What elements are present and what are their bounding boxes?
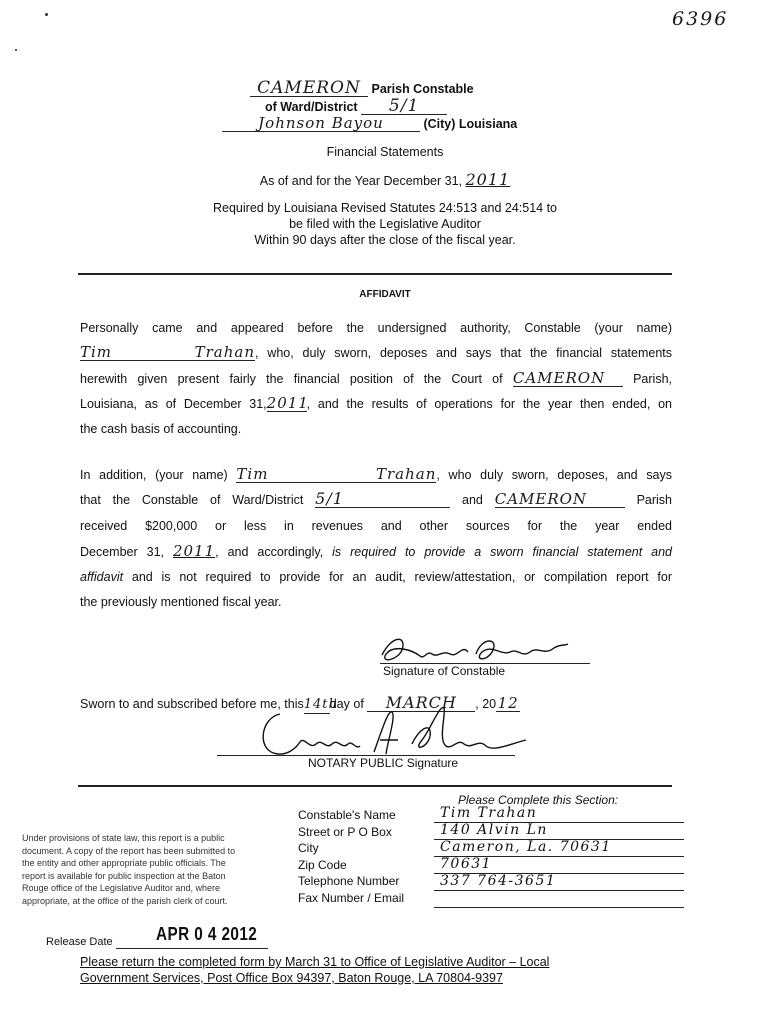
label-constable-name: Constable's Name bbox=[298, 808, 396, 822]
p2-line-5 bbox=[80, 565, 672, 590]
p2-line-2 bbox=[80, 488, 672, 513]
p2-text-g: , and accordingly, bbox=[215, 544, 324, 559]
p1-line-3 bbox=[80, 367, 672, 392]
p2-text-i: affidavit bbox=[80, 570, 124, 585]
statute-line-2: be filed with the Legislative Auditor bbox=[289, 217, 481, 231]
contact-section-title: Please Complete this Section: bbox=[458, 793, 619, 807]
release-date-label: Release Date bbox=[46, 936, 113, 948]
p2-line-3: received $200,000 or less in revenues and other sources for the year ended bbox=[80, 518, 672, 533]
label-zip: Zip Code bbox=[298, 857, 347, 872]
header-divider bbox=[78, 273, 672, 275]
p2-text-h: is required to provide a sworn financial statement and bbox=[332, 544, 673, 559]
p2-text-and: and bbox=[462, 493, 483, 508]
p1-year-field: 2011 bbox=[266, 393, 309, 412]
p2-ward-field: 5/1 bbox=[315, 491, 450, 508]
p1-line-2 bbox=[80, 341, 672, 366]
p2-constable-name: Tim Trahan bbox=[236, 465, 437, 483]
stamp-line: document. A copy of the report has been submitted to bbox=[22, 845, 236, 856]
p2-text-c: that the Constable of Ward/District bbox=[80, 493, 304, 508]
p2-line-1 bbox=[80, 463, 672, 488]
p1-text-d: Parish, bbox=[633, 371, 672, 386]
label-telephone: Telephone Number bbox=[298, 874, 400, 888]
city-field: Johnson Bayou bbox=[222, 115, 420, 132]
notary-signature-label: NOTARY PUBLIC Signature bbox=[308, 756, 459, 770]
scan-speck bbox=[15, 49, 17, 51]
sworn-text-a: Sworn to and subscribed before me, this bbox=[80, 697, 304, 711]
footer-line-2: Government Services, Post Office Box 94397, Baton Rouge, LA 70804-9397 bbox=[80, 971, 503, 985]
p2-text-b: , who duly sworn, deposes, and says bbox=[436, 468, 673, 482]
notary-signature bbox=[252, 700, 532, 760]
label-city: City bbox=[298, 841, 319, 855]
p1-text-b: , who, duly sworn, deposes and says that the financial statements bbox=[255, 346, 672, 361]
stamp-line: the entity and other appropriate public officials. The bbox=[22, 858, 226, 868]
sworn-text-c: , 20 bbox=[475, 697, 497, 711]
p1-constable-name: Tim Trahan bbox=[80, 343, 255, 362]
public-record-stamp bbox=[22, 832, 294, 907]
p1-line-5: the cash basis of accounting. bbox=[80, 422, 242, 437]
stamp-line: Rouge office of the Legislative Auditor and, where bbox=[22, 883, 220, 893]
contact-labels bbox=[298, 807, 404, 906]
sworn-month-field: MARCH bbox=[367, 695, 475, 712]
p2-year-field: 2011 bbox=[172, 541, 216, 560]
value-street: 140 Alvin Ln bbox=[434, 823, 684, 840]
footer-instructions bbox=[80, 954, 549, 986]
p2-text-d: Parish bbox=[636, 493, 672, 508]
release-date-line bbox=[116, 948, 268, 949]
parish-header-line bbox=[250, 80, 550, 97]
p2-text-f: December 31, bbox=[80, 544, 164, 559]
section-divider bbox=[78, 785, 672, 787]
label-fax-email: Fax Number / Email bbox=[298, 890, 405, 905]
value-telephone: 337 764-3651 bbox=[434, 874, 684, 891]
p2-text-a: In addition, (your name) bbox=[80, 468, 228, 482]
footer-line-1: Please return the completed form by March 31 to Office of Legislative Auditor – Local bbox=[80, 955, 550, 969]
stamp-line: Under provisions of state law, this report is a public bbox=[22, 833, 225, 843]
p2-parish-field: CAMERON bbox=[495, 491, 625, 508]
p1-text-f: , and the results of operations for the year then ended, on bbox=[306, 396, 672, 411]
constable-signature-label: Signature of Constable bbox=[383, 664, 506, 678]
release-date-row bbox=[46, 924, 276, 950]
p1-text-c: herewith given present fairly the financial position of the Court of bbox=[80, 371, 503, 386]
p2-text-j: and is not required to provide for an audit, review/attestation, or compilation report for bbox=[131, 570, 672, 585]
value-city: Cameron, La. 70631 bbox=[434, 840, 684, 857]
sworn-text-b: day of bbox=[329, 697, 364, 711]
parish-name-field: CAMERON bbox=[250, 80, 368, 97]
city-label: (City) Louisiana bbox=[423, 117, 518, 131]
document-title: Financial Statements bbox=[326, 145, 444, 159]
value-fax-email bbox=[434, 891, 684, 908]
parish-label: Parish Constable bbox=[371, 82, 474, 96]
label-street: Street or P O Box bbox=[298, 824, 392, 839]
ward-label: of Ward/District bbox=[265, 100, 358, 114]
p1-text-e: Louisiana, as of December 31, bbox=[80, 396, 267, 411]
stamp-line: report is available for public inspection at the Baton bbox=[22, 870, 226, 881]
p1-parish-field: CAMERON bbox=[513, 370, 623, 387]
p2-line-4 bbox=[80, 539, 672, 565]
as-of-line bbox=[0, 170, 770, 189]
scan-speck bbox=[45, 13, 48, 16]
p1-line-1: Personally came and appeared before the undersigned authority, Constable (your name) bbox=[80, 321, 672, 335]
affidavit-paragraph-2 bbox=[80, 463, 672, 616]
as-of-prefix: As of and for the Year December 31, bbox=[259, 174, 462, 188]
ward-header-line bbox=[265, 98, 565, 115]
value-zip: 70631 bbox=[434, 857, 684, 874]
p2-line-6: the previously mentioned fiscal year. bbox=[80, 595, 282, 610]
affidavit-heading: AFFIDAVIT bbox=[359, 289, 411, 300]
p1-line-4 bbox=[80, 392, 672, 417]
statute-line-1: Required by Louisiana Revised Statutes 24:513 and 24:514 to bbox=[213, 201, 557, 215]
value-constable-name: Tim Trahan bbox=[434, 806, 684, 823]
sworn-year-field: 12 bbox=[497, 694, 519, 712]
release-date-value: APR 0 4 2012 bbox=[156, 924, 258, 944]
statute-line-3: Within 90 days after the close of the fiscal year. bbox=[254, 233, 516, 247]
sworn-day-field: 14th bbox=[303, 697, 338, 712]
affidavit-paragraph-1 bbox=[80, 316, 672, 442]
as-of-year: 2011 bbox=[465, 170, 511, 189]
city-header-line bbox=[222, 115, 542, 132]
stamp-line: appropriate, at the office of the parish clerk of court. bbox=[22, 895, 228, 906]
ward-field: 5/1 bbox=[361, 98, 447, 115]
page-number: 6396 bbox=[672, 8, 729, 30]
